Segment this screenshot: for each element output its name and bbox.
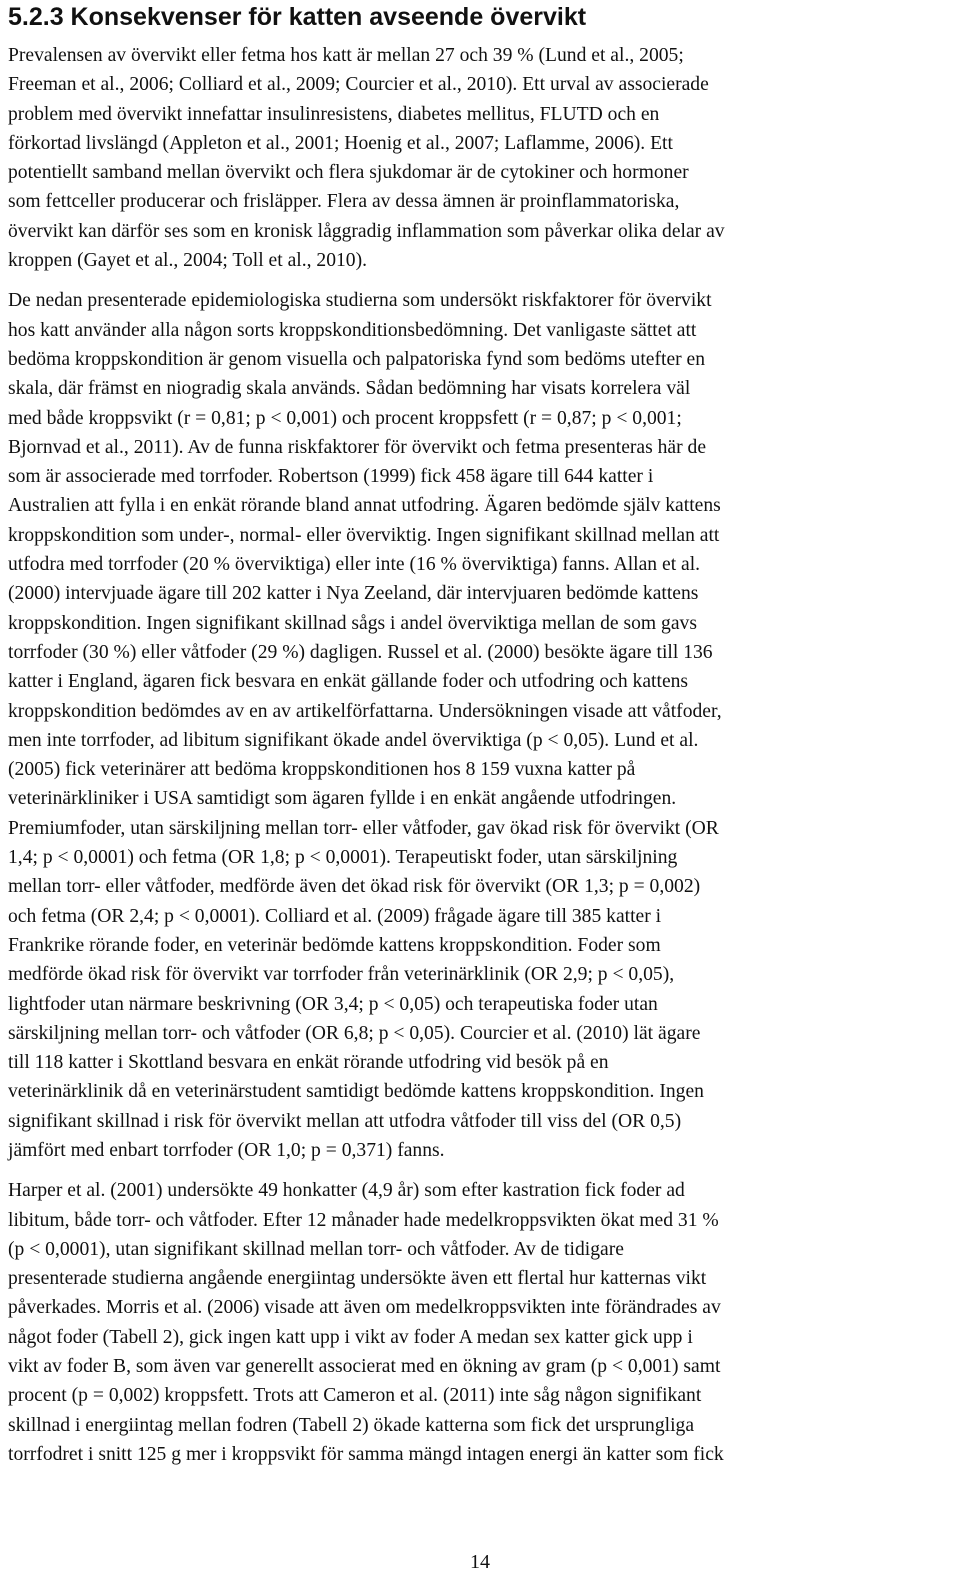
text-line: presenterade studierna angående energiintag undersökte även ett flertal hur katternas vikt <box>8 1268 707 1290</box>
text-line: som fettceller producerar och frisläpper. Flera av dessa ämnen är proinflammatoriska, <box>8 191 680 213</box>
text-line: och fetma (OR 2,4; p < 0,0001). Colliard et al. (2009) frågade ägare till 385 katter i <box>8 905 662 927</box>
text-line: medförde ökad risk för övervikt var torrfoder från veterinärklinik (OR 2,9; p < 0,05), <box>8 964 675 986</box>
text-line: (p < 0,0001), utan signifikant skillnad mellan torr- och våtfoder. Av de tidigare <box>8 1238 624 1260</box>
text-line: något foder (Tabell 2), gick ingen katt upp i vikt av foder A medan sex katter gick upp i <box>8 1326 693 1348</box>
text-line: veterinärkliniker i USA samtidigt som ägaren fyllde i en enkät angående utfodringen. <box>8 788 677 810</box>
text-line: utfodra med torrfoder (20 % överviktiga) eller inte (16 % överviktiga) fanns. Allan et al. <box>8 554 701 576</box>
text-line: kroppskondition bedömdes av en av artikelförfattarna. Undersökningen visade att våtfoder, <box>8 700 722 722</box>
text-line: lightfoder utan närmare beskrivning (OR 3,4; p < 0,05) och terapeutiska foder utan <box>8 993 658 1015</box>
text-line: mellan torr- eller våtfoder, medförde även det ökad risk för övervikt (OR 1,3; p = 0,002) <box>8 876 701 898</box>
text-line: De nedan presenterade epidemiologiska studierna som undersökt riskfaktorer för övervikt <box>8 290 712 312</box>
text-line: Bjornvad et al., 2011). Av de funna riskfaktorer för övervikt och fetma presenteras här de <box>8 436 707 458</box>
text-line: med både kroppsvikt (r = 0,81; p < 0,001) och procent kroppsfett (r = 0,87; p < 0,001; <box>8 407 682 429</box>
text-line: Frankrike rörande foder, en veterinär bedömde kattens kroppskondition. Foder som <box>8 934 661 956</box>
text-line: till 118 katter i Skottland besvara en enkät rörande utfodring vid besök på en <box>8 1052 609 1074</box>
text-line: som är associerade med torrfoder. Robertson (1999) fick 458 ägare till 644 katter i <box>8 466 654 488</box>
text-line: libitum, både torr- och våtfoder. Efter 12 månader hade medelkroppsvikten ökat med 31 % <box>8 1209 719 1231</box>
text-line: Australien att fylla i en enkät rörande bland annat utfodring. Ägaren bedömde själv kattens <box>8 495 721 517</box>
text-line: påverkades. Morris et al. (2006) visade att även om medelkroppsvikten inte förändrades av <box>8 1297 721 1319</box>
text-line: veterinärklinik då en veterinärstudent samtidigt bedömde kattens kroppskondition. Ingen <box>8 1081 704 1103</box>
text-line: (2000) intervjuade ägare till 202 katter i Nya Zeeland, där intervjuaren bedömde kattens <box>8 583 699 605</box>
text-line: Prevalensen av övervikt eller fetma hos katt är mellan 27 och 39 % (Lund et al., 2005; <box>8 45 684 66</box>
text-line: Freeman et al., 2006; Colliard et al., 2009; Courcier et al., 2010). Ett urval av associerade <box>8 74 709 96</box>
text-line: skala, där främst en niogradig skala används. Sådan bedömning har visats korrelera väl <box>8 378 691 400</box>
text-line: problem med övervikt innefattar insulinresistens, diabetes mellitus, FLUTD och en <box>8 103 660 125</box>
text-line: Harper et al. (2001) undersökte 49 honkatter (4,9 år) som efter kastration fick foder ad <box>8 1180 685 1202</box>
text-line: kroppskondition som under-, normal- eller överviktig. Ingen signifikant skillnad mellan att <box>8 524 720 546</box>
paragraph-harper <box>8 1176 950 1469</box>
text-line: potentiellt samband mellan övervikt och flera sjukdomar är de cytokiner och hormoner <box>8 162 689 184</box>
text-line: förkortad livslängd (Appleton et al., 2001; Hoenig et al., 2007; Laflamme, 2006). Ett <box>8 132 673 154</box>
text-line: katter i England, ägaren fick besvara en enkät gällande foder och utfodring och kattens <box>8 671 689 693</box>
text-line: kroppskondition. Ingen signifikant skillnad sågs i andel överviktiga mellan de som gavs <box>8 612 697 634</box>
text-line: 1,4; p < 0,0001) och fetma (OR 1,8; p < 0,0001). Terapeutiskt foder, utan särskiljning <box>8 847 678 869</box>
paragraph-epidemiology <box>8 286 950 1165</box>
text-line: men inte torrfoder, ad libitum signifikant ökade andel överviktiga (p < 0,05). Lund et al. <box>8 729 699 751</box>
text-line: kroppen (Gayet et al., 2004; Toll et al., 2010). <box>8 250 368 272</box>
paragraph-prevalence <box>8 41 950 275</box>
text-line: torrfoder (30 %) eller våtfoder (29 %) dagligen. Russel et al. (2000) besökte ägare till 136 <box>8 641 713 663</box>
text-line: särskiljning mellan torr- och våtfoder (OR 6,8; p < 0,05). Courcier et al. (2010) lät ägare <box>8 1022 701 1044</box>
text-line: vikt av foder B, som även var generellt associerat med en ökning av gram (p < 0,001) samt <box>8 1356 721 1378</box>
text-line: signifikant skillnad i risk för övervikt mellan att utfodra våtfoder till viss del (OR 0,5) <box>8 1110 682 1132</box>
page-number: 14 <box>470 1551 490 1573</box>
text-line: hos katt använder alla någon sorts kroppskonditionsbedömning. Det vanligaste sättet att <box>8 319 697 341</box>
text-line: bedöma kroppskondition är genom visuella och palpatoriska fynd som bedöms utefter en <box>8 348 706 370</box>
text-line: jämfört med enbart torrfoder (OR 1,0; p = 0,371) fanns. <box>8 1139 445 1161</box>
text-line: procent (p = 0,002) kroppsfett. Trots att Cameron et al. (2011) inte såg någon signifikant <box>8 1385 702 1407</box>
text-line: (2005) fick veterinärer att bedöma kroppskonditionen hos 8 159 vuxna katter på <box>8 759 636 781</box>
text-line: torrfodret i snitt 125 g mer i kroppsvikt för samma mängd intagen energi än katter som fick <box>8 1443 724 1465</box>
text-line: Premiumfoder, utan särskiljning mellan torr- eller våtfoder, gav ökad risk för övervikt (OR <box>8 817 719 839</box>
text-line: övervikt kan därför ses som en kronisk låggradig inflammation som påverkar olika delar av <box>8 220 725 242</box>
section-heading: 5.2.3 Konsekvenser för katten avseende övervikt <box>8 3 587 31</box>
text-line: skillnad i energiintag mellan fodren (Tabell 2) ökade katterna som fick det ursprungliga <box>8 1414 695 1436</box>
